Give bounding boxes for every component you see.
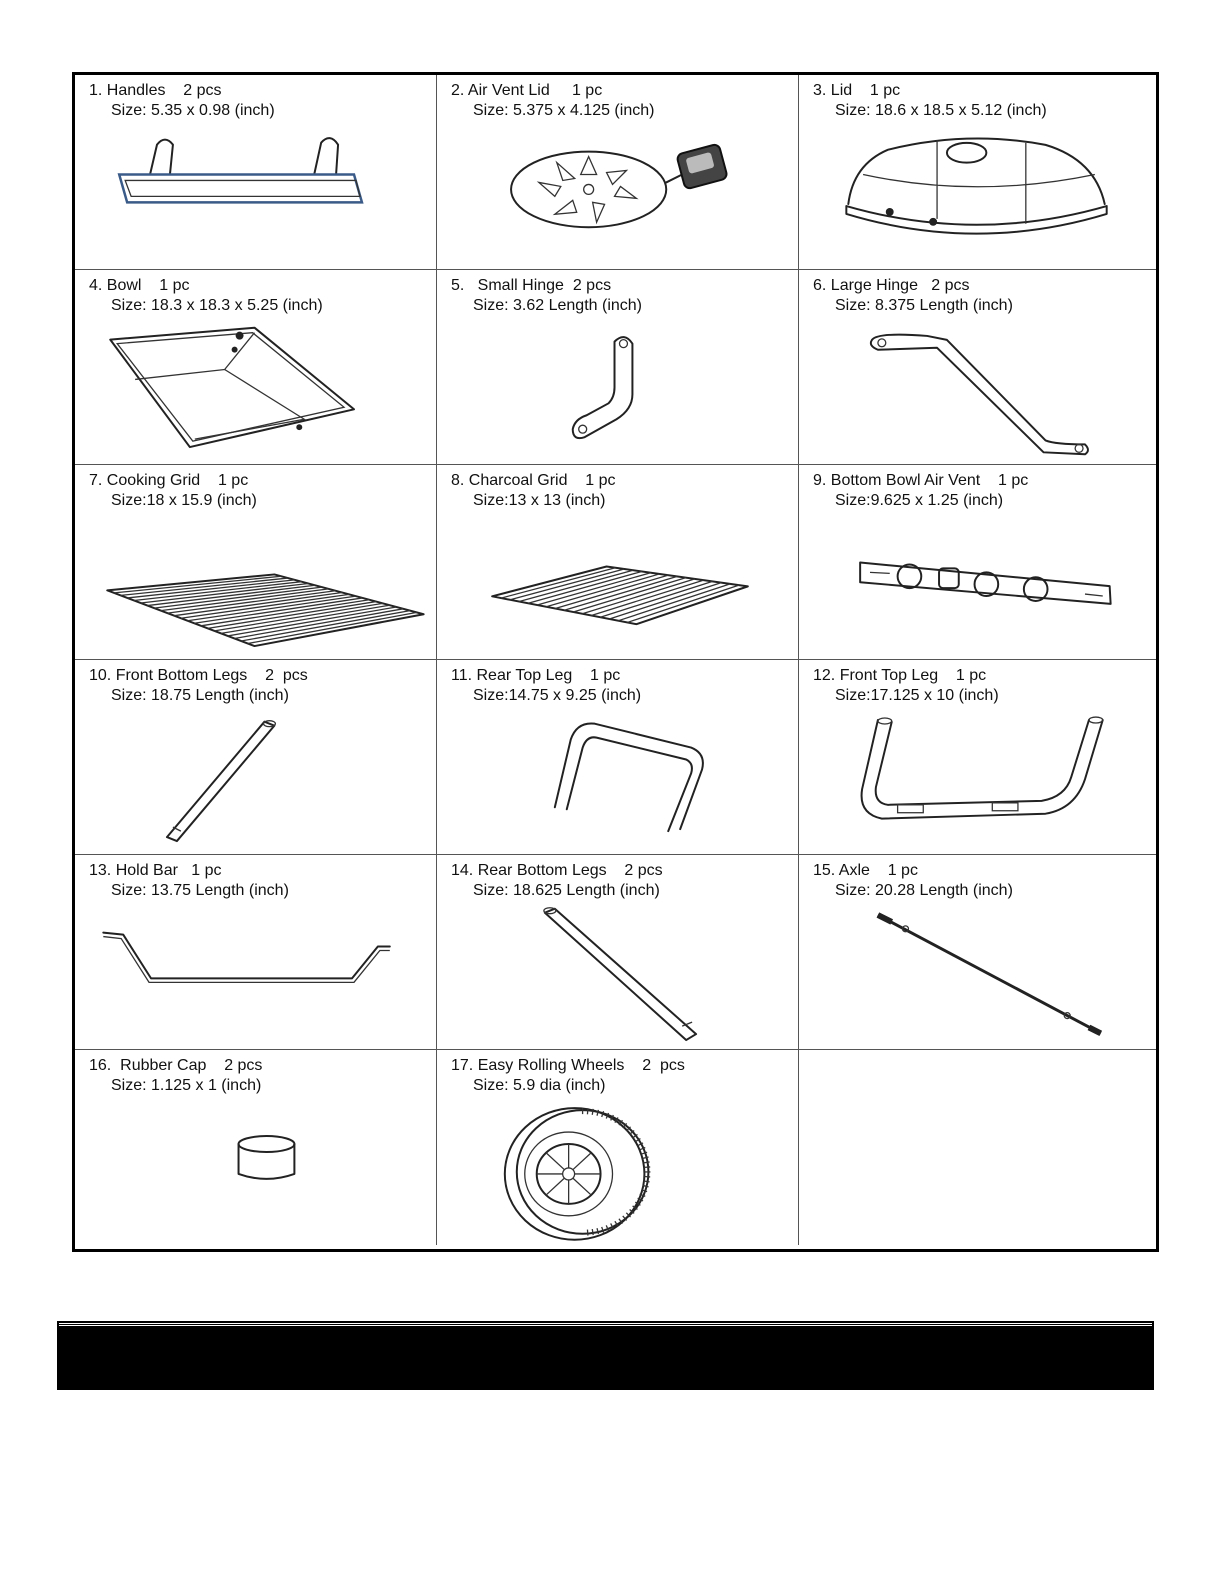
part-size: Size:14.75 x 9.25 (inch) (473, 687, 642, 704)
part-cell-rear-top-leg (437, 660, 799, 855)
part-size: Size: 8.375 Length (inch) (835, 297, 1013, 314)
part-size: Size:13 x 13 (inch) (473, 492, 606, 509)
empty-cell (799, 1050, 1156, 1245)
hold-bar-icon (75, 855, 436, 1049)
part-title: 15. Axle 1 pc (813, 862, 918, 879)
part-title: 6. Large Hinge 2 pcs (813, 277, 970, 294)
part-size: Size: 3.62 Length (inch) (473, 297, 642, 314)
handles-icon (75, 75, 436, 269)
part-size: Size:18 x 15.9 (inch) (111, 492, 257, 509)
large-hinge-icon (799, 270, 1156, 464)
rubber-cap-icon (75, 1050, 436, 1245)
bowl-icon (75, 270, 436, 464)
part-title: 8. Charcoal Grid 1 pc (451, 472, 616, 489)
part-size: Size: 18.3 x 18.3 x 5.25 (inch) (111, 297, 323, 314)
air-vent-lid-icon (437, 75, 798, 269)
part-cell-charcoal-grid (437, 465, 799, 660)
cooking-grid-icon (75, 465, 436, 659)
part-title: 12. Front Top Leg 1 pc (813, 667, 987, 684)
part-size: Size: 13.75 Length (inch) (111, 882, 289, 899)
part-title: 9. Bottom Bowl Air Vent 1 pc (813, 472, 1029, 489)
part-title: 11. Rear Top Leg 1 pc (451, 667, 621, 684)
small-hinge-icon (437, 270, 798, 464)
part-size: Size: 1.125 x 1 (inch) (111, 1077, 262, 1094)
front-top-leg-icon (799, 660, 1156, 854)
part-cell-rear-bottom-legs (437, 855, 799, 1050)
wheel-icon (437, 1050, 798, 1245)
section-header-bar (59, 1323, 1152, 1388)
part-size: Size:9.625 x 1.25 (inch) (835, 492, 1004, 509)
part-size: Size: 18.6 x 18.5 x 5.12 (inch) (835, 102, 1047, 119)
lid-icon (799, 75, 1156, 269)
part-title: 14. Rear Bottom Legs 2 pcs (451, 862, 663, 879)
front-bottom-leg-icon (75, 660, 436, 854)
part-title: 2. Air Vent Lid 1 pc (451, 82, 603, 99)
part-size: Size: 5.35 x 0.98 (inch) (111, 102, 275, 119)
part-cell-bottom-bowl-air-vent (799, 465, 1156, 660)
part-size: Size: 20.28 Length (inch) (835, 882, 1013, 899)
part-size: Size:17.125 x 10 (inch) (835, 687, 999, 704)
parts-list-table (72, 72, 1159, 1252)
part-title: 1. Handles 2 pcs (89, 82, 222, 99)
part-cell-handles (75, 75, 437, 270)
part-title: 5. Small Hinge 2 pcs (451, 277, 612, 294)
part-size: Size: 5.375 x 4.125 (inch) (473, 102, 655, 119)
bottom-bowl-air-vent-icon (799, 465, 1156, 659)
rear-bottom-leg-icon (437, 855, 798, 1049)
part-cell-hold-bar (75, 855, 437, 1050)
charcoal-grid-icon (437, 465, 798, 659)
part-size: Size: 18.75 Length (inch) (111, 687, 289, 704)
part-cell-large-hinge (799, 270, 1156, 465)
part-title: 3. Lid 1 pc (813, 82, 901, 99)
axle-icon (799, 855, 1156, 1049)
part-cell-front-top-leg (799, 660, 1156, 855)
part-title: 13. Hold Bar 1 pc (89, 862, 222, 879)
part-cell-rubber-cap (75, 1050, 437, 1245)
part-cell-lid (799, 75, 1156, 270)
part-title: 10. Front Bottom Legs 2 pcs (89, 667, 308, 684)
part-cell-bowl (75, 270, 437, 465)
part-cell-front-bottom-legs (75, 660, 437, 855)
part-cell-air-vent-lid (437, 75, 799, 270)
part-cell-small-hinge (437, 270, 799, 465)
part-cell-axle (799, 855, 1156, 1050)
part-size: Size: 18.625 Length (inch) (473, 882, 660, 899)
part-title: 7. Cooking Grid 1 pc (89, 472, 249, 489)
part-cell-cooking-grid (75, 465, 437, 660)
rear-top-leg-icon (437, 660, 798, 854)
part-title: 17. Easy Rolling Wheels 2 pcs (451, 1057, 685, 1074)
part-cell-easy-rolling-wheels (437, 1050, 799, 1245)
part-title: 4. Bowl 1 pc (89, 277, 190, 294)
part-size: Size: 5.9 dia (inch) (473, 1077, 606, 1094)
part-title: 16. Rubber Cap 2 pcs (89, 1057, 263, 1074)
